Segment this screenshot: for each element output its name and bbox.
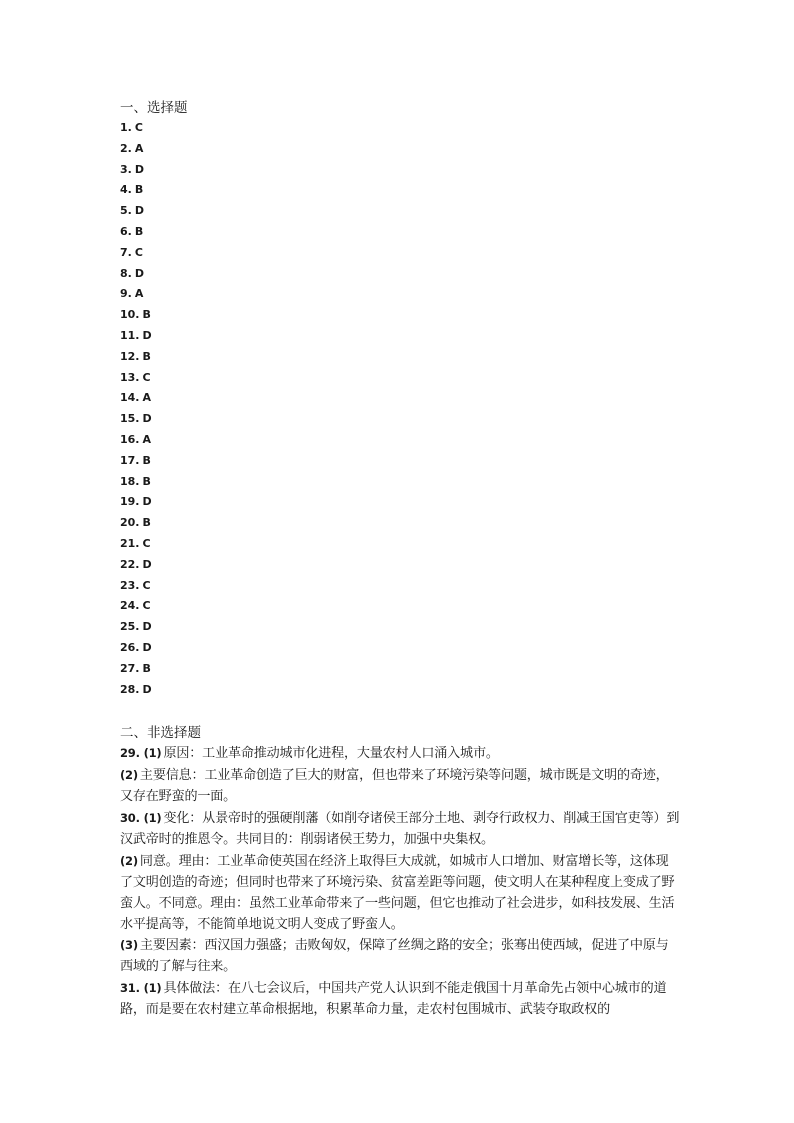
- question-number: 30. (1): [120, 811, 162, 826]
- section-gap: [120, 700, 680, 723]
- answer-key-page: [120, 98, 680, 1021]
- answer-number: 4.: [120, 183, 132, 197]
- answer-choice: C: [142, 578, 151, 592]
- answer-number: 25.: [120, 620, 140, 634]
- answer-number: 22.: [120, 557, 140, 571]
- answer-text: 具体做法：在八七会议后，中国共产党人认识到不能走俄国十月革命先占领中心城市的道路，而是要在农村建立革命根据地，积累革命力量，走农村包围城市、武装夺取政权的: [120, 981, 667, 1018]
- answer-choice: B: [142, 453, 151, 467]
- answer-choice: D: [142, 412, 152, 426]
- answer-number: 14.: [120, 391, 140, 405]
- answer-number: 16.: [120, 432, 140, 446]
- answer-text: 原因：工业革命推动城市化进程，大量农村人口涌入城市。: [163, 746, 499, 762]
- answer-choice: C: [134, 245, 143, 259]
- answer-choice: B: [142, 474, 151, 488]
- answer-paragraph: [120, 765, 680, 808]
- answer-number: 9.: [120, 287, 132, 301]
- answer-choice: D: [142, 640, 152, 654]
- answer-item: [120, 305, 680, 326]
- answer-number: 21.: [120, 536, 140, 550]
- answer-item: [120, 451, 680, 472]
- question-number: (2): [120, 853, 138, 868]
- answer-choice: D: [142, 682, 152, 696]
- answer-number: 17.: [120, 453, 140, 467]
- answer-choice: B: [142, 661, 151, 675]
- answer-paragraph: [120, 743, 680, 765]
- section-title-multiple-choice: 一、选择题: [120, 100, 188, 116]
- answer-number: 5.: [120, 204, 132, 218]
- answer-item: [120, 430, 680, 451]
- answer-choice: D: [142, 328, 152, 342]
- answer-number: 18.: [120, 474, 140, 488]
- answer-text: 主要因素：西汉国力强盛；击败匈奴，保障了丝绸之路的安全；张骞出使西域，促进了中原与西域的了解与往来。: [120, 938, 669, 975]
- answer-choice: A: [134, 141, 144, 155]
- answer-text: 变化：从景帝时的强硬削藩（如削夺诸侯王部分土地、剥夺行政权力、削减王国官吏等）到汉武帝时的推恩令。共同目的：削弱诸侯王势力，加强中央集权。: [120, 811, 680, 847]
- answer-number: 1.: [120, 121, 132, 134]
- answer-choice: C: [142, 536, 151, 550]
- answer-choice: C: [142, 599, 151, 613]
- answer-number: 28.: [120, 682, 140, 696]
- answer-choice: A: [134, 287, 144, 301]
- answer-number: 7.: [120, 245, 132, 259]
- answer-number: 6.: [120, 224, 132, 238]
- answer-number: 12.: [120, 349, 140, 363]
- answer-number: 15.: [120, 412, 140, 426]
- answer-choice: D: [134, 162, 144, 176]
- answer-paragraph: [120, 978, 680, 1021]
- section-title-free-response: 二、非选择题: [120, 725, 201, 742]
- answer-number: 8.: [120, 266, 132, 280]
- answer-item: [120, 617, 680, 638]
- answer-item: [120, 513, 680, 534]
- answer-item: [120, 201, 680, 222]
- answer-item: [120, 388, 680, 409]
- answer-item: [120, 576, 680, 597]
- answer-item: [120, 596, 680, 617]
- answer-item: [120, 222, 680, 243]
- answer-item: [120, 139, 680, 160]
- answer-choice: C: [142, 370, 151, 384]
- free-response-list: [120, 743, 680, 1021]
- answer-number: 23.: [120, 578, 140, 592]
- answer-choice: B: [134, 183, 144, 197]
- answer-item: [120, 409, 680, 430]
- answer-choice: B: [142, 308, 151, 322]
- answer-item: [120, 680, 680, 701]
- answer-item: [120, 472, 680, 493]
- answer-item: [120, 243, 680, 264]
- answer-item: [120, 160, 680, 181]
- answer-choice: B: [134, 224, 144, 238]
- answer-item: [120, 326, 680, 347]
- answer-item: [120, 284, 680, 305]
- answer-item: [120, 659, 680, 680]
- question-number: 31. (1): [120, 981, 162, 996]
- answer-item: [120, 180, 680, 201]
- answer-number: 13.: [120, 370, 140, 384]
- question-number: 29. (1): [120, 746, 162, 761]
- answer-number: 27.: [120, 661, 140, 675]
- answer-choice: A: [142, 432, 152, 446]
- answer-text: 主要信息：工业革命创造了巨大的财富，但也带来了环境污染等问题，城市既是文明的奇迹，又存在野蛮的一面。: [120, 768, 669, 805]
- answer-item: [120, 492, 680, 513]
- answer-number: 19.: [120, 495, 140, 509]
- answer-paragraph: [120, 935, 680, 978]
- answer-number: 3.: [120, 162, 132, 176]
- answer-paragraph: [120, 851, 680, 936]
- answer-list: [120, 118, 680, 700]
- answer-choice: D: [142, 557, 152, 571]
- answer-item: [120, 555, 680, 576]
- answer-item: [120, 264, 680, 285]
- answer-choice: A: [142, 391, 152, 405]
- answer-choice: C: [134, 121, 143, 134]
- answer-item: [120, 368, 680, 389]
- answer-item: [120, 534, 680, 555]
- question-number: (3): [120, 938, 138, 953]
- answer-item: [120, 638, 680, 659]
- answer-item: [120, 118, 680, 139]
- answer-choice: D: [142, 495, 152, 509]
- answer-number: 20.: [120, 516, 140, 530]
- answer-number: 2.: [120, 141, 132, 155]
- question-number: (2): [120, 768, 138, 783]
- answer-choice: D: [134, 204, 144, 218]
- answer-choice: D: [142, 620, 152, 634]
- answer-choice: B: [142, 516, 151, 530]
- answer-text: 同意。理由：工业革命使英国在经济上取得巨大成就，如城市人口增加、财富增长等，这体现了文明创造的奇迹；但同时也带来了环境污染、贫富差距等问题，使文明人在某种程度上变成了野蛮人。不同意。理由：虽然工业革命带来了一些问题，但它也推动了社会进步，如科技发展、生活水平提高等，不能简单地说文明人变成了野蛮人。: [120, 853, 675, 932]
- answer-number: 24.: [120, 599, 140, 613]
- answer-item: [120, 347, 680, 368]
- answer-choice: B: [142, 349, 151, 363]
- answer-number: 11.: [120, 328, 140, 342]
- answer-choice: D: [134, 266, 144, 280]
- answer-paragraph: [120, 808, 680, 851]
- answer-number: 10.: [120, 308, 140, 322]
- answer-number: 26.: [120, 640, 140, 654]
